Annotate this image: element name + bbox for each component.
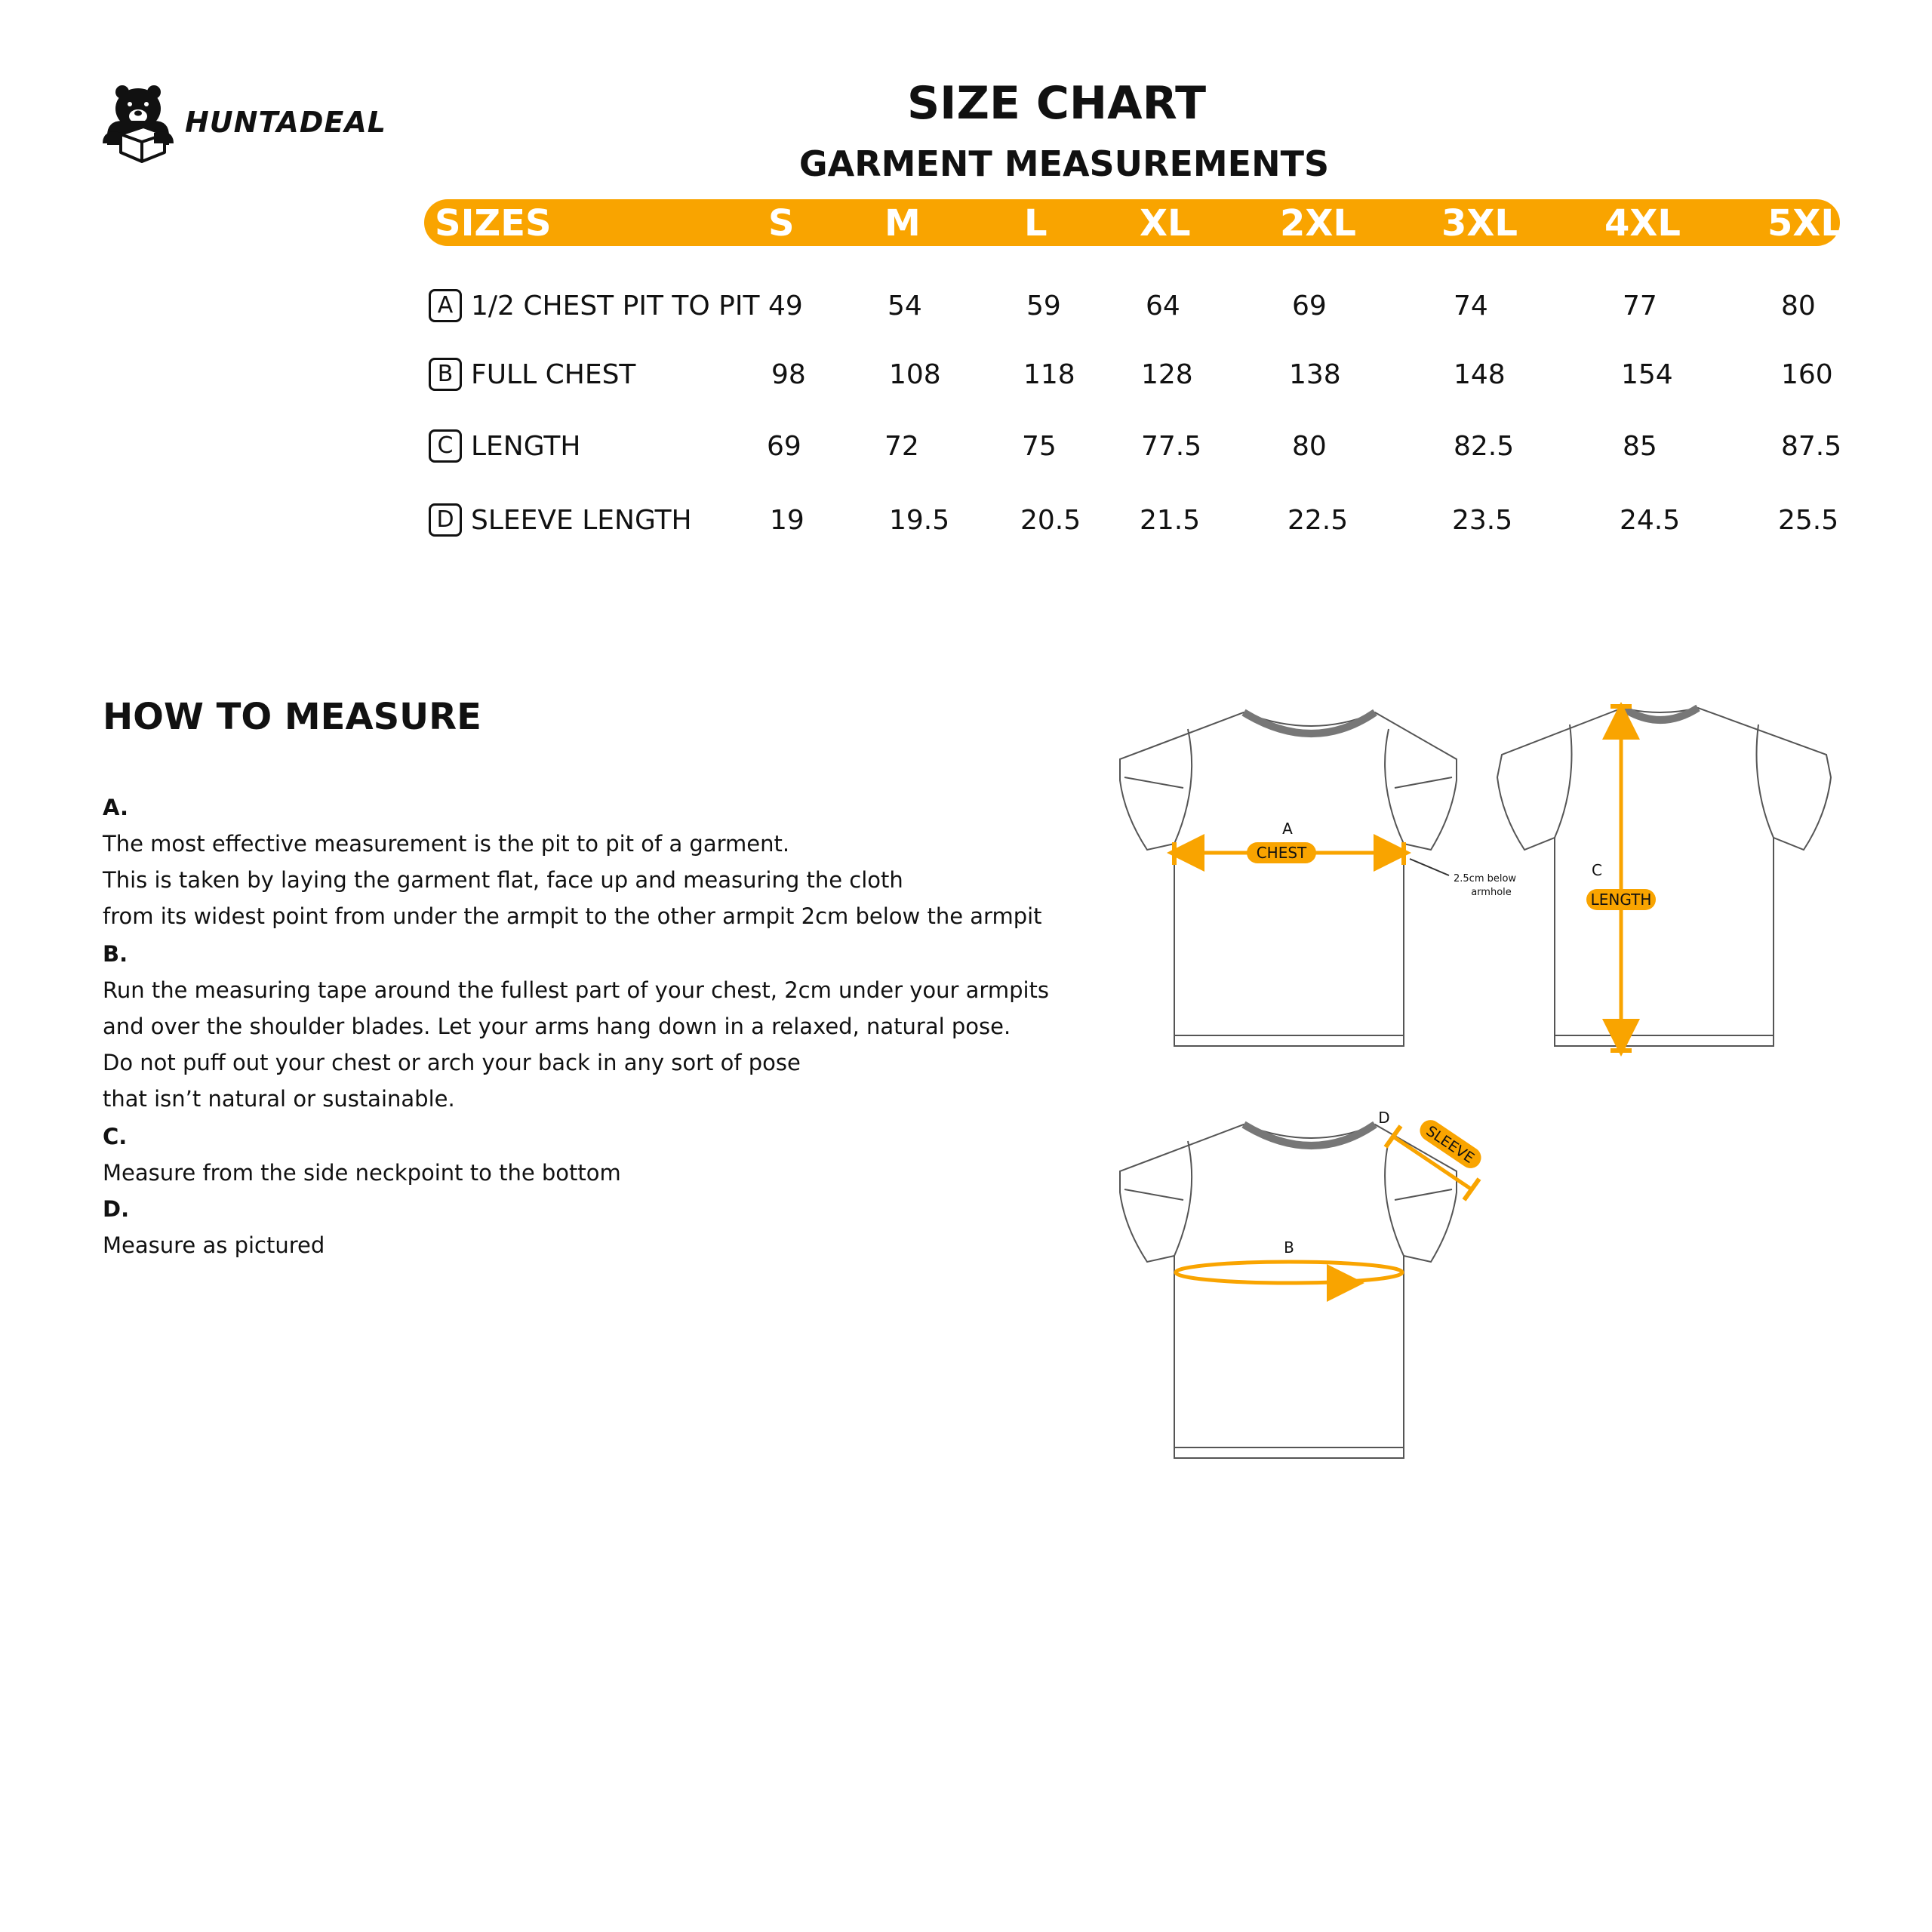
header-sizes: SIZES xyxy=(435,202,552,245)
table-cell: 80 xyxy=(1292,431,1327,462)
table-cell: 118 xyxy=(1023,359,1075,390)
length-tag-text: LENGTH xyxy=(1590,891,1652,909)
table-cell: 128 xyxy=(1141,359,1193,390)
table-cell: 54 xyxy=(888,291,922,321)
armhole-note-2: armhole xyxy=(1471,887,1512,898)
instruction-line: that isn’t natural or sustainable. xyxy=(103,1086,455,1112)
instruction-line: Do not puff out your chest or arch your back in any sort of pose xyxy=(103,1050,801,1075)
table-cell: 69 xyxy=(767,431,801,462)
header-s: S xyxy=(768,202,795,245)
brand-name: HUNTADEAL xyxy=(185,106,386,139)
instruction-line: Measure from the side neckpoint to the bottom xyxy=(103,1160,621,1186)
instruction-heading-d: D. xyxy=(103,1196,130,1222)
table-cell: 59 xyxy=(1026,291,1061,321)
letter-b: B xyxy=(1284,1238,1294,1257)
row-label-text: 1/2 CHEST PIT TO PIT xyxy=(471,290,760,321)
table-cell: 148 xyxy=(1454,359,1506,390)
full-chest-loop xyxy=(1176,1262,1402,1283)
table-cell: 19 xyxy=(770,505,804,536)
instruction-heading-c: C. xyxy=(103,1124,128,1149)
header-3xl: 3XL xyxy=(1441,202,1518,245)
table-cell: 82.5 xyxy=(1454,431,1515,462)
table-cell: 69 xyxy=(1292,291,1327,321)
letter-c: C xyxy=(1592,861,1602,879)
header-l: L xyxy=(1024,202,1048,245)
table-cell: 49 xyxy=(768,291,803,321)
table-cell: 87.5 xyxy=(1781,431,1842,462)
row-label-text: LENGTH xyxy=(471,430,581,462)
table-cell: 154 xyxy=(1621,359,1673,390)
table-cell: 19.5 xyxy=(889,505,950,536)
header-2xl: 2XL xyxy=(1280,202,1356,245)
table-cell: 160 xyxy=(1781,359,1833,390)
table-cell: 75 xyxy=(1022,431,1057,462)
how-to-heading: HOW TO MEASURE xyxy=(103,696,481,738)
badge-a: A xyxy=(429,289,462,322)
table-cell: 108 xyxy=(889,359,941,390)
table-cell: 25.5 xyxy=(1778,505,1839,536)
back-tshirt-drawing xyxy=(1497,708,1831,1046)
table-cell: 80 xyxy=(1781,291,1816,321)
page-title: SIZE CHART xyxy=(906,77,1207,130)
sleeve-tag-text: SLEEVE xyxy=(1423,1122,1478,1167)
table-cell: 21.5 xyxy=(1140,505,1201,536)
badge-c: C xyxy=(429,429,462,463)
header-xl: XL xyxy=(1140,202,1191,245)
header-m: M xyxy=(884,202,921,245)
instruction-heading-b: B. xyxy=(103,941,128,967)
table-cell: 72 xyxy=(884,431,919,462)
table-cell: 85 xyxy=(1623,431,1657,462)
armhole-note-1: 2.5cm below xyxy=(1454,873,1517,884)
instruction-line: Run the measuring tape around the fullest part of your chest, 2cm under your armpits xyxy=(103,977,1050,1003)
table-cell: 23.5 xyxy=(1452,505,1513,536)
table-cell: 24.5 xyxy=(1620,505,1681,536)
chest-tag-text: CHEST xyxy=(1256,844,1307,862)
chest-sleeve-tshirt-drawing xyxy=(1120,1124,1457,1458)
instruction-line: Measure as pictured xyxy=(103,1232,325,1258)
instruction-line: The most effective measurement is the pit to pit of a garment. xyxy=(103,831,790,857)
table-cell: 77.5 xyxy=(1141,431,1202,462)
table-cell: 22.5 xyxy=(1287,505,1349,536)
table-cell: 138 xyxy=(1289,359,1341,390)
instruction-heading-a: A. xyxy=(103,795,128,820)
header-4xl: 4XL xyxy=(1604,202,1681,245)
table-cell: 98 xyxy=(771,359,806,390)
row-label-text: SLEEVE LENGTH xyxy=(471,504,692,536)
header-5xl: 5XL xyxy=(1767,202,1844,245)
row-label-text: FULL CHEST xyxy=(471,358,636,390)
letter-d: D xyxy=(1378,1109,1390,1127)
table-cell: 77 xyxy=(1623,291,1657,321)
front-tshirt-drawing xyxy=(1120,712,1457,1046)
letter-a: A xyxy=(1282,820,1293,838)
page-subtitle: GARMENT MEASUREMENTS xyxy=(798,143,1330,184)
instruction-line: and over the shoulder blades. Let your arms hang down in a relaxed, natural pose. xyxy=(103,1014,1011,1039)
instruction-line: from its widest point from under the armpit to the other armpit 2cm below the armpit xyxy=(103,903,1042,929)
sleeve-tag xyxy=(1416,1116,1485,1173)
table-cell: 74 xyxy=(1454,291,1488,321)
table-cell: 20.5 xyxy=(1020,505,1081,536)
instruction-line: This is taken by laying the garment flat, face up and measuring the cloth xyxy=(103,867,903,893)
table-cell: 64 xyxy=(1146,291,1180,321)
badge-b: B xyxy=(429,358,462,391)
badge-d: D xyxy=(429,503,462,537)
